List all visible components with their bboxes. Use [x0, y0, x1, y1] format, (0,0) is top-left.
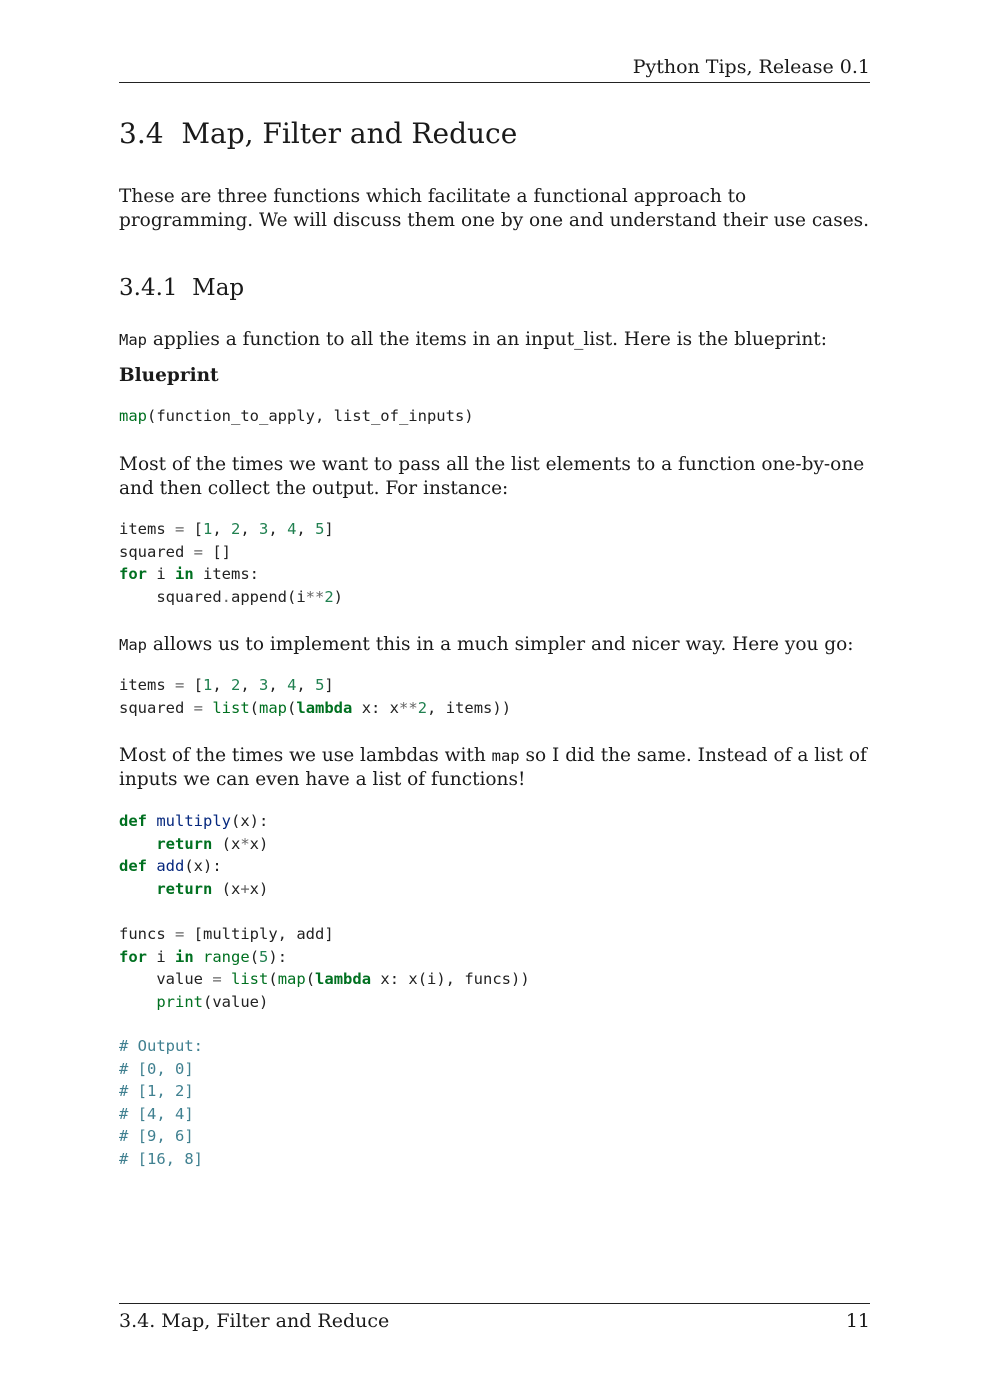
functions-list-text-after: so I did the same. Instead of a list of inputs we can even have a list of functions!	[119, 745, 867, 790]
subsection-number: 3.4.1	[119, 275, 178, 301]
code-block-blueprint	[119, 405, 474, 428]
running-header: Python Tips, Release 0.1	[632, 56, 870, 78]
code-output-comments	[119, 1035, 203, 1171]
output-line: # [16, 8]	[119, 1149, 203, 1168]
footer-rule	[119, 1303, 870, 1304]
subsection-heading	[119, 275, 244, 301]
inline-code-map-3: map	[491, 747, 520, 765]
map-simpler-paragraph	[119, 633, 870, 657]
section-number: 3.4	[119, 117, 164, 150]
output-line: # [9, 6]	[119, 1127, 194, 1146]
output-line: # [0, 0]	[119, 1059, 194, 1078]
output-line: # [1, 2]	[119, 1082, 194, 1101]
output-line: # [4, 4]	[119, 1104, 194, 1123]
section-title: Map, Filter and Reduce	[181, 117, 518, 150]
subsection-title: Map	[192, 275, 245, 301]
intro-paragraph: These are three functions which facilitate a functional approach to programming. We will discuss them one by one and understand their use cases.	[119, 186, 870, 231]
footer-section-label: 3.4. Map, Filter and Reduce	[119, 1310, 390, 1332]
functions-list-text-before: Most of the times we use lambdas with	[119, 745, 492, 766]
inline-code-map: Map	[119, 331, 147, 349]
map-description	[119, 328, 870, 352]
code-block-map-lambda: items = [1, 2, 3, 4, 5] squared = list(map(lambda x: x**2, items))	[119, 676, 512, 717]
inline-code-map-2: Map	[119, 636, 147, 654]
loop-intro-paragraph: Most of the times we want to pass all the list elements to a function one-by-one and then collect the output. For instance:	[119, 454, 865, 499]
section-heading	[119, 117, 517, 150]
blueprint-label: Blueprint	[119, 365, 219, 386]
code-block-for-loop: items = [1, 2, 3, 4, 5] squared = [] for i in items: squared.append(i**2)	[119, 520, 344, 606]
code-blueprint-args: (function_to_apply, list_of_inputs)	[147, 407, 474, 425]
code-token-map: map	[119, 407, 147, 425]
functions-list-paragraph	[119, 744, 870, 792]
map-description-text: applies a function to all the items in an input_list. Here is the blueprint:	[147, 329, 827, 350]
page-number: 11	[845, 1310, 870, 1332]
output-line: # Output:	[119, 1037, 203, 1055]
header-rule	[119, 82, 870, 83]
code-block-list-of-functions: def multiply(x): return (x*x) def add(x): return (x+x) funcs = [multiply, add] for i in range(5): value = list(map(lambda x: x(i), funcs)) print(value)	[119, 812, 530, 1011]
map-simpler-text: allows us to implement this in a much simpler and nicer way. Here you go:	[147, 634, 854, 655]
